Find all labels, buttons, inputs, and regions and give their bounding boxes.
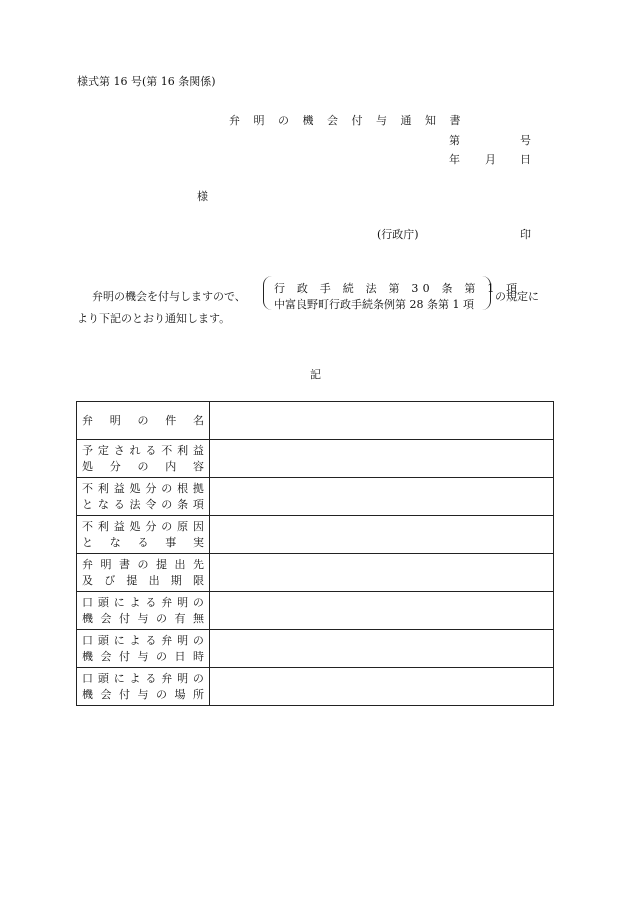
label-line: 機 会 付 与 の 場 所: [82, 687, 204, 701]
row-value[interactable]: [210, 592, 554, 630]
label-line: 予 定 さ れ る 不 利 益: [82, 443, 204, 457]
table-row: [77, 440, 554, 478]
label-line: 機 会 付 与 の 有 無: [82, 611, 204, 625]
label-line: 弁 明 の 件 名: [82, 413, 204, 427]
label-line: 口 頭 に よ る 弁 明 の: [82, 671, 204, 685]
table-row: [77, 402, 554, 440]
row-label: [77, 402, 210, 440]
notice-table: [76, 401, 554, 706]
document-title: 弁 明 の 機 会 付 与 通 知 書: [229, 114, 466, 127]
body-line2: より下記のとおり通知します。: [77, 312, 231, 325]
row-label: [77, 478, 210, 516]
row-label: [77, 440, 210, 478]
label-line: 不 利 益 処 分 の 原 因: [82, 519, 204, 533]
law-option-1-text: 行 政 手 続 法 第 30 条 第 1 項: [274, 282, 522, 295]
row-label: [77, 668, 210, 706]
table-row: [77, 554, 554, 592]
row-value[interactable]: [210, 554, 554, 592]
label-line: と な る 事 実: [82, 535, 204, 549]
table-row: [77, 478, 554, 516]
body-lead: 弁明の機会を付与しますので、: [92, 290, 246, 303]
label-line: と な る 法 令 の 条 項: [82, 497, 204, 511]
addressee-suffix: 様: [197, 190, 208, 203]
row-value[interactable]: [210, 478, 554, 516]
table-row: [77, 630, 554, 668]
label-line: 及 び 提 出 期 限: [82, 573, 204, 587]
table-row: [77, 516, 554, 554]
row-label: [77, 592, 210, 630]
date-year: 年: [449, 153, 460, 166]
label-line: 口 頭 に よ る 弁 明 の: [82, 633, 204, 647]
law-option-1: [274, 280, 522, 296]
row-label: [77, 554, 210, 592]
date-day: 日: [520, 153, 531, 166]
label-line: 口 頭 に よ る 弁 明 の: [82, 595, 204, 609]
agency-label: (行政庁): [377, 228, 419, 241]
body-tail: の規定に: [495, 290, 539, 303]
row-value[interactable]: [210, 440, 554, 478]
row-value[interactable]: [210, 402, 554, 440]
date-month: 月: [485, 153, 496, 166]
row-value[interactable]: [210, 630, 554, 668]
seal-mark: 印: [520, 228, 531, 241]
row-value[interactable]: [210, 516, 554, 554]
label-line: 機 会 付 与 の 日 時: [82, 649, 204, 663]
row-label: [77, 516, 210, 554]
form-number: 様式第 16 号(第 16 条関係): [77, 75, 216, 88]
row-label: [77, 630, 210, 668]
label-line: 処 分 の 内 容: [82, 459, 204, 473]
label-line: 不 利 益 処 分 の 根 拠: [82, 481, 204, 495]
number-prefix: 第: [449, 134, 460, 147]
table-row: [77, 592, 554, 630]
number-suffix: 号: [520, 134, 531, 147]
ki-heading: 記: [310, 368, 321, 381]
law-option-2: 中富良野町行政手続条例第 28 条第 1 項: [274, 298, 474, 311]
table-row: [77, 668, 554, 706]
row-value[interactable]: [210, 668, 554, 706]
label-line: 弁 明 書 の 提 出 先: [82, 557, 204, 571]
